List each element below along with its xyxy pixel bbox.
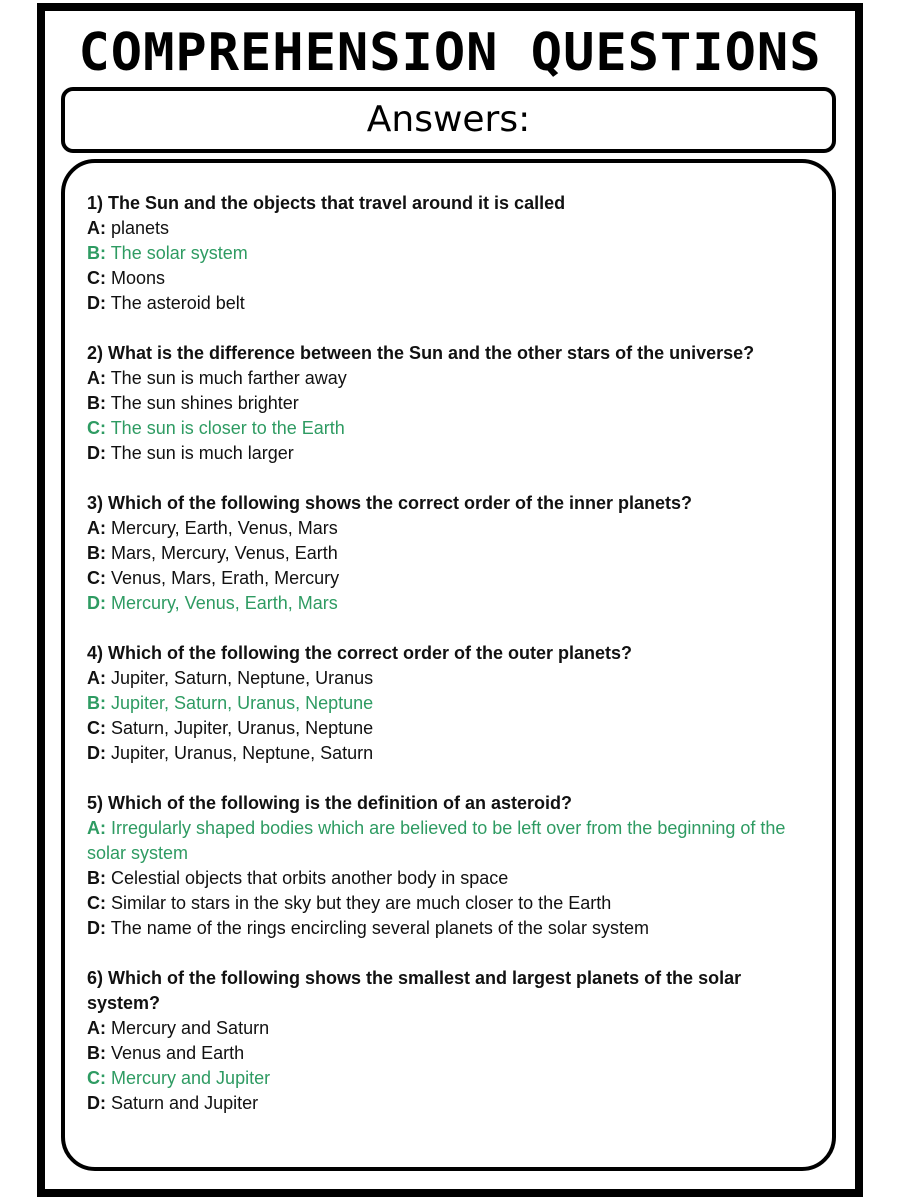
option-text: The asteroid belt [110,293,245,313]
option-c [87,1066,817,1091]
option-letter: C: [87,418,106,438]
option-d [87,291,817,316]
option-text: Mars, Mercury, Venus, Earth [111,543,338,563]
option-text: Mercury and Saturn [111,1018,270,1038]
option-letter: A: [87,518,106,538]
option-letter: B: [87,868,106,888]
option-letter: C: [87,718,106,738]
option-letter: C: [87,1068,106,1088]
answers-header-box [61,87,836,153]
question-text: 1) The Sun and the objects that travel around it is called [87,193,566,213]
option-a [87,216,817,241]
option-d [87,741,817,766]
option-text: The sun is much larger [110,443,294,463]
option-letter: C: [87,893,106,913]
option-letter: A: [87,368,106,388]
option-text: The solar system [110,243,248,263]
question-text: 3) Which of the following shows the correct order of the inner planets? [87,493,693,513]
option-b [87,691,817,716]
option-text: Jupiter, Uranus, Neptune, Saturn [111,743,374,763]
option-c [87,416,817,441]
question-block-5 [87,791,817,941]
option-d [87,441,817,466]
option-text: planets [111,218,170,238]
option-text: Jupiter, Saturn, Neptune, Uranus [111,668,374,688]
option-b [87,1041,817,1066]
question-block-6 [87,966,817,1116]
option-text: The sun is much farther away [110,368,347,388]
question-block-3 [87,491,817,616]
question-block-1 [87,191,817,316]
option-text: Mercury and Jupiter [111,1068,271,1088]
option-letter: A: [87,1018,106,1038]
option-a [87,516,817,541]
option-a [87,666,817,691]
option-b [87,241,817,266]
option-b [87,866,817,891]
option-text: The sun shines brighter [110,393,299,413]
option-text: Celestial objects that orbits another body in space [111,868,509,888]
option-letter: C: [87,268,106,288]
option-text: The name of the rings encircling several planets of the solar system [110,918,649,938]
option-c [87,266,817,291]
option-c [87,891,817,916]
option-b [87,391,817,416]
option-letter: D: [87,593,106,613]
option-a [87,366,817,391]
question-text: 4) Which of the following the correct order of the outer planets? [87,643,633,663]
option-text: Venus and Earth [111,1043,245,1063]
option-letter: A: [87,668,106,688]
question-text: 6) Which of the following shows the smallest and largest planets of the solar system? [87,968,742,1013]
option-letter: D: [87,293,106,313]
option-letter: A: [87,818,106,838]
option-text: The sun is closer to the Earth [110,418,345,438]
option-text: Similar to stars in the sky but they are much closer to the Earth [111,893,612,913]
questions-panel [61,159,836,1171]
option-letter: D: [87,743,106,763]
option-text: Saturn and Jupiter [111,1093,259,1113]
option-text: Venus, Mars, Erath, Mercury [111,568,340,588]
question-text: 5) Which of the following is the definition of an asteroid? [87,793,572,813]
option-letter: D: [87,443,106,463]
question-text: 2) What is the difference between the Sun and the other stars of the universe? [87,343,755,363]
answers-label: Answers: [366,99,531,140]
option-d [87,916,817,941]
option-letter: B: [87,1043,106,1063]
option-text: Mercury, Earth, Venus, Mars [111,518,338,538]
option-text: Moons [111,268,166,288]
option-a [87,816,817,866]
option-letter: B: [87,243,106,263]
option-d [87,1091,817,1116]
option-b [87,541,817,566]
page-title: COMPREHENSION QUESTIONS [78,23,822,83]
option-letter: D: [87,918,106,938]
option-c [87,566,817,591]
option-text: Mercury, Venus, Earth, Mars [111,593,338,613]
option-letter: B: [87,393,106,413]
option-letter: B: [87,693,106,713]
option-letter: D: [87,1093,106,1113]
option-letter: A: [87,218,106,238]
option-text: Jupiter, Saturn, Uranus, Neptune [111,693,374,713]
option-c [87,716,817,741]
option-a [87,1016,817,1041]
question-list [87,191,817,1141]
option-letter: C: [87,568,106,588]
option-letter: B: [87,543,106,563]
question-block-2 [87,341,817,466]
option-text: Saturn, Jupiter, Uranus, Neptune [111,718,374,738]
option-text: Irregularly shaped bodies which are believed to be left over from the beginning of the solar system [87,818,786,863]
option-d [87,591,817,616]
question-block-4 [87,641,817,766]
